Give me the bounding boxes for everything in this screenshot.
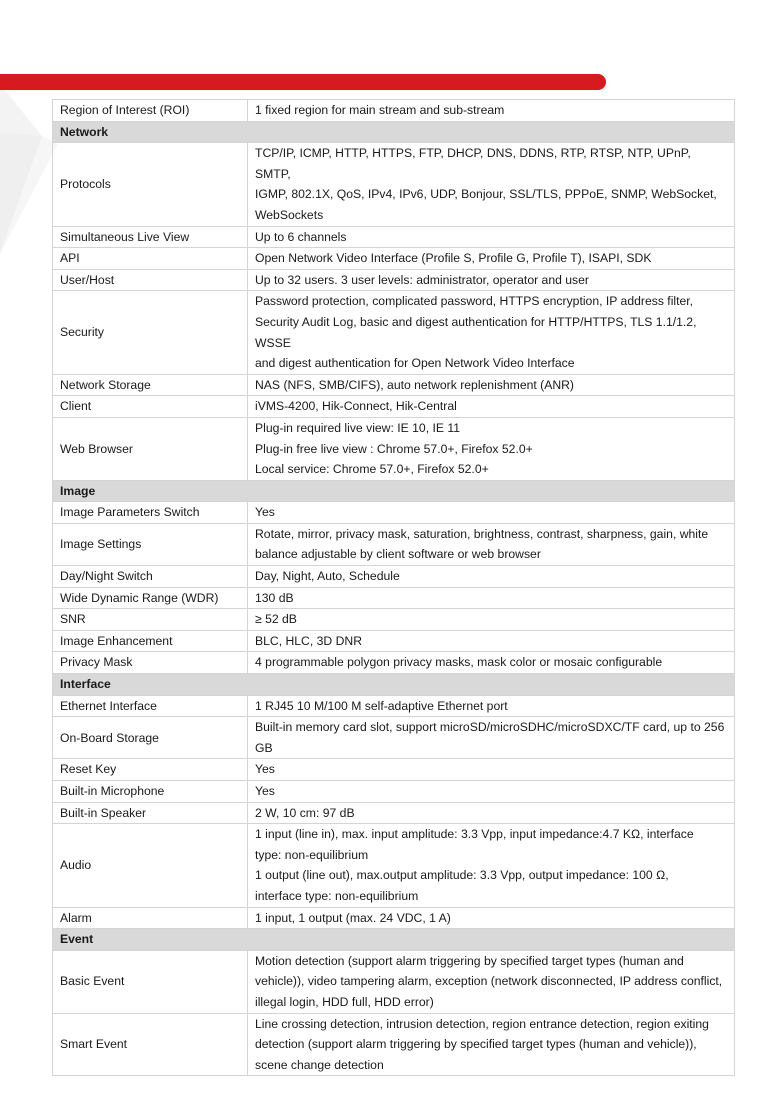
section-title: Image xyxy=(53,480,735,502)
spec-label: Security xyxy=(53,291,248,374)
table-row xyxy=(53,907,735,929)
spec-value-line: GB xyxy=(255,740,273,755)
spec-label: SNR xyxy=(53,609,248,631)
spec-value xyxy=(248,1013,735,1076)
spec-label: Network Storage xyxy=(53,374,248,396)
table-row xyxy=(53,143,735,226)
table-row xyxy=(53,396,735,418)
spec-label: API xyxy=(53,248,248,270)
spec-value-line: Yes xyxy=(255,505,275,520)
spec-value xyxy=(248,100,735,122)
spec-value-line: WebSockets xyxy=(255,207,324,222)
spec-label: Day/Night Switch xyxy=(53,566,248,588)
spec-label: Client xyxy=(53,396,248,418)
table-row xyxy=(53,587,735,609)
spec-value xyxy=(248,781,735,803)
spec-value-line: Plug-in required live view: IE 10, IE 11 xyxy=(255,420,461,435)
table-row xyxy=(53,226,735,248)
table-row xyxy=(53,100,735,122)
spec-value-line: 1 input (line in), max. input amplitude: 3.3 Vpp, input impedance:4.7 KΩ, interface xyxy=(255,827,694,842)
table-row xyxy=(53,630,735,652)
spec-label: Region of Interest (ROI) xyxy=(53,100,248,122)
spec-label: Protocols xyxy=(53,143,248,226)
spec-value-line: TCP/IP, ICMP, HTTP, HTTPS, FTP, DHCP, DNS, DDNS, RTP, RTSP, NTP, UPnP, SMTP, xyxy=(255,146,691,181)
spec-value-line: Up to 6 channels xyxy=(255,229,347,244)
table-row xyxy=(53,802,735,824)
spec-value-line: balance adjustable by client software or web browser xyxy=(255,547,541,562)
spec-label: Web Browser xyxy=(53,417,248,480)
table-row xyxy=(53,824,735,907)
spec-value-line: scene change detection xyxy=(255,1057,384,1072)
spec-value xyxy=(248,502,735,524)
spec-value-line: iVMS-4200, Hik-Connect, Hik-Central xyxy=(255,399,457,414)
spec-label: Ethernet Interface xyxy=(53,695,248,717)
spec-value-line: Yes xyxy=(255,762,275,777)
spec-value-line: 130 dB xyxy=(255,590,294,605)
spec-label: On-Board Storage xyxy=(53,717,248,759)
spec-value-line: 1 RJ45 10 M/100 M self-adaptive Ethernet port xyxy=(255,698,508,713)
section-header xyxy=(53,121,735,143)
watermark-logo-icon xyxy=(0,84,60,254)
section-header xyxy=(53,929,735,951)
section-header xyxy=(53,480,735,502)
spec-value-line: Line crossing detection, intrusion detection, region entrance detection, region exiting xyxy=(255,1016,709,1031)
header-accent-bar xyxy=(0,74,606,90)
table-row xyxy=(53,695,735,717)
spec-table xyxy=(52,99,735,1076)
spec-value xyxy=(248,824,735,907)
spec-label: Image Enhancement xyxy=(53,630,248,652)
spec-value-line: Rotate, mirror, privacy mask, saturation, brightness, contrast, sharpness, gain, white xyxy=(255,526,709,541)
spec-value xyxy=(248,907,735,929)
spec-value xyxy=(248,374,735,396)
spec-value xyxy=(248,226,735,248)
spec-label: Reset Key xyxy=(53,759,248,781)
section-title: Event xyxy=(53,929,735,951)
spec-value-line: 1 output (line out), max.output amplitude: 3.3 Vpp, output impedance: 100 Ω, xyxy=(255,868,669,883)
spec-value-line: vehicle)), video tampering alarm, exception (network disconnected, IP address conflict, xyxy=(255,974,723,989)
spec-value xyxy=(248,652,735,674)
table-row xyxy=(53,609,735,631)
table-row xyxy=(53,417,735,480)
table-row xyxy=(53,781,735,803)
spec-value-line: illegal login, HDD full, HDD error) xyxy=(255,994,434,1009)
spec-value xyxy=(248,695,735,717)
spec-value xyxy=(248,802,735,824)
spec-value-line: Day, Night, Auto, Schedule xyxy=(255,569,400,584)
spec-label: Image Parameters Switch xyxy=(53,502,248,524)
spec-label: Built-in Speaker xyxy=(53,802,248,824)
spec-value-line: 2 W, 10 cm: 97 dB xyxy=(255,805,355,820)
spec-value-line: BLC, HLC, 3D DNR xyxy=(255,633,363,648)
section-title: Network xyxy=(53,121,735,143)
spec-value xyxy=(248,717,735,759)
spec-value xyxy=(248,248,735,270)
spec-label: Basic Event xyxy=(53,950,248,1013)
spec-value xyxy=(248,291,735,374)
spec-value-line: IGMP, 802.1X, QoS, IPv4, IPv6, UDP, Bonjour, SSL/TLS, PPPoE, SNMP, WebSocket, xyxy=(255,187,717,202)
spec-label: Smart Event xyxy=(53,1013,248,1076)
spec-value-line: detection (support alarm triggering by specified target types (human and vehicle)), xyxy=(255,1037,697,1052)
spec-value xyxy=(248,630,735,652)
spec-value-line: ≥ 52 dB xyxy=(255,612,297,627)
spec-value xyxy=(248,759,735,781)
spec-label: Alarm xyxy=(53,907,248,929)
spec-label: User/Host xyxy=(53,269,248,291)
spec-value xyxy=(248,587,735,609)
spec-value xyxy=(248,609,735,631)
spec-label: Image Settings xyxy=(53,523,248,565)
table-row xyxy=(53,291,735,374)
spec-value xyxy=(248,417,735,480)
spec-label: Privacy Mask xyxy=(53,652,248,674)
spec-label: Wide Dynamic Range (WDR) xyxy=(53,587,248,609)
table-row xyxy=(53,652,735,674)
spec-value-line: NAS (NFS, SMB/CIFS), auto network replenishment (ANR) xyxy=(255,377,574,392)
spec-value-line: Security Audit Log, basic and digest authentication for HTTP/HTTPS, TLS 1.1/1.2, WSSE xyxy=(255,314,697,350)
spec-value xyxy=(248,143,735,226)
table-row xyxy=(53,759,735,781)
spec-label: Audio xyxy=(53,824,248,907)
spec-value-line: and digest authentication for Open Network Video Interface xyxy=(255,356,575,371)
spec-value-line: Open Network Video Interface (Profile S, Profile G, Profile T), ISAPI, SDK xyxy=(255,251,652,266)
spec-value-line: 1 input, 1 output (max. 24 VDC, 1 A) xyxy=(255,910,451,925)
spec-value-line: Built-in memory card slot, support microSD/microSDHC/microSDXC/TF card, up to 256 xyxy=(255,720,725,735)
spec-value-line: Local service: Chrome 57.0+, Firefox 52.0+ xyxy=(255,462,489,477)
spec-value-line: 4 programmable polygon privacy masks, mask color or mosaic configurable xyxy=(255,655,663,670)
spec-value-line: Password protection, complicated password, HTTPS encryption, IP address filter, xyxy=(255,294,694,309)
table-row xyxy=(53,950,735,1013)
table-row xyxy=(53,374,735,396)
table-row xyxy=(53,269,735,291)
section-title: Interface xyxy=(53,674,735,696)
spec-value-line: Yes xyxy=(255,784,275,798)
table-row xyxy=(53,1013,735,1076)
spec-value xyxy=(248,566,735,588)
spec-table-body xyxy=(53,100,735,1076)
table-row xyxy=(53,717,735,759)
spec-value xyxy=(248,950,735,1013)
spec-value-line: 1 fixed region for main stream and sub-stream xyxy=(255,103,505,117)
section-header xyxy=(53,674,735,696)
spec-value-line: Motion detection (support alarm triggering by specified target types (human and xyxy=(255,953,684,968)
table-row xyxy=(53,566,735,588)
spec-value-line: type: non-equilibrium xyxy=(255,847,369,862)
table-row xyxy=(53,523,735,565)
spec-value xyxy=(248,523,735,565)
spec-label: Simultaneous Live View xyxy=(53,226,248,248)
spec-value-line: Plug-in free live view : Chrome 57.0+, Firefox 52.0+ xyxy=(255,441,533,456)
spec-label: Built-in Microphone xyxy=(53,781,248,803)
table-row xyxy=(53,248,735,270)
spec-value-line: Up to 32 users. 3 user levels: administrator, operator and user xyxy=(255,272,589,287)
spec-value xyxy=(248,396,735,418)
spec-value xyxy=(248,269,735,291)
spec-value-line: interface type: non-equilibrium xyxy=(255,888,419,903)
table-row xyxy=(53,502,735,524)
